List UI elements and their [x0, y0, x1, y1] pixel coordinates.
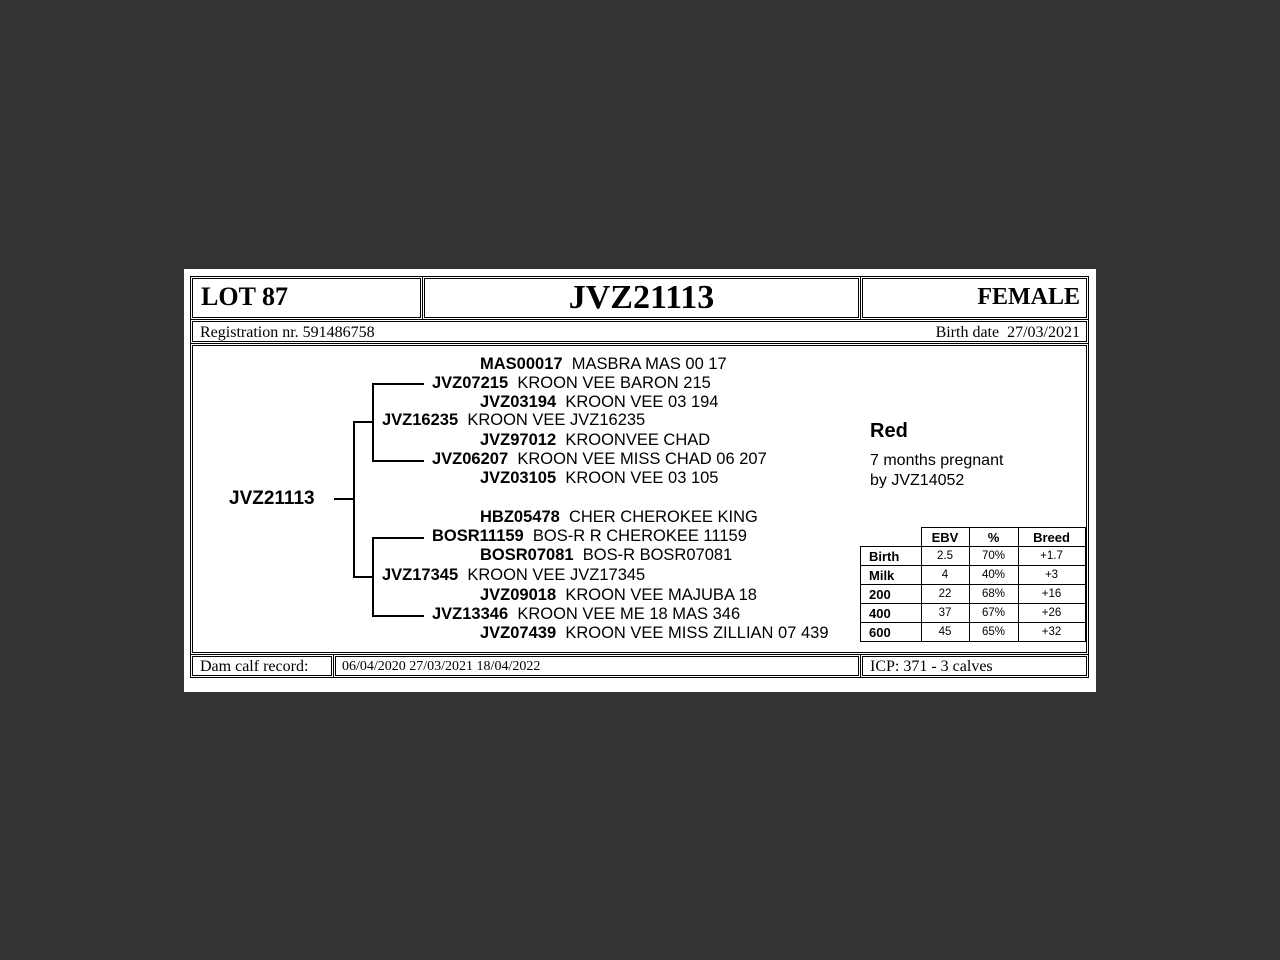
- ebv-breed: +3: [1018, 566, 1085, 585]
- ebv-col-ebv: EBV: [921, 528, 969, 547]
- reg-id-box: [422, 276, 861, 320]
- pedigree-connector: [353, 421, 355, 577]
- ebv-trait: Milk: [861, 566, 922, 585]
- lot-number: LOT 87: [201, 282, 288, 311]
- dam: JVZ17345 KROON VEE JVZ17345: [382, 566, 646, 584]
- dam-calf-dates-box: [333, 654, 861, 678]
- dam-sire: BOSR11159 BOS-R R CHEROKEE 11159: [432, 527, 747, 545]
- ebv-trait: 400: [861, 604, 922, 623]
- ebv-header-row: [861, 528, 1086, 547]
- pedigree-connector: [372, 537, 374, 616]
- ebv-value: 37: [921, 604, 969, 623]
- sire-dam-sire: JVZ97012 KROONVEE CHAD: [480, 431, 711, 449]
- pedigree-connector: [334, 498, 354, 500]
- sire-sire-sire: MAS00017 MASBRA MAS 00 17: [480, 355, 727, 373]
- icp-box: [860, 654, 1089, 678]
- sire-dam-dam: JVZ03105 KROON VEE 03 105: [480, 469, 719, 487]
- ebv-trait: 200: [861, 585, 922, 604]
- dam-calf-dates: 06/04/2020 27/03/2021 18/04/2022: [342, 659, 541, 674]
- registration-box: [190, 319, 1089, 344]
- pregnancy-sire-clip: [870, 471, 964, 488]
- pedigree-connector: [372, 615, 424, 617]
- ebv-corner: [861, 528, 922, 547]
- sex-box: [860, 276, 1089, 320]
- ebv-col-breed: Breed: [1018, 528, 1085, 547]
- ebv-accuracy: 68%: [969, 585, 1018, 604]
- pedigree-connector: [372, 383, 424, 385]
- sire: JVZ16235 KROON VEE JVZ16235: [382, 411, 646, 429]
- colour-label: Red: [870, 420, 908, 442]
- lot-card: [184, 269, 1096, 692]
- animal-id-title: JVZ21113: [568, 279, 715, 316]
- dam-dam-dam: JVZ07439 KROON VEE MISS ZILLIAN 07 439: [480, 624, 829, 642]
- pregnancy-sire: by JVZ14052: [870, 472, 965, 488]
- ebv-accuracy: 70%: [969, 547, 1018, 566]
- dam-sire-dam: BOSR07081 BOS-R BOSR07081: [480, 546, 733, 564]
- sex-label: FEMALE: [977, 284, 1080, 310]
- pedigree-connector: [353, 421, 373, 423]
- ebv-trait: Birth: [861, 547, 922, 566]
- dam-calf-label-box: [190, 654, 334, 678]
- ebv-value: 45: [921, 623, 969, 642]
- ebv-breed: +26: [1018, 604, 1085, 623]
- pedigree-connector: [353, 576, 373, 578]
- icp-value: ICP: 371 - 3 calves: [870, 658, 993, 675]
- ebv-row: [861, 585, 1086, 604]
- pregnancy-status: 7 months pregnant: [870, 452, 1004, 469]
- ebv-col-pct: %: [969, 528, 1018, 547]
- ebv-trait: 600: [861, 623, 922, 642]
- ebv-row: [861, 604, 1086, 623]
- dam-sire-sire: HBZ05478 CHER CHEROKEE KING: [480, 508, 758, 526]
- birth-date: Birth date 27/03/2021: [935, 324, 1080, 341]
- lot-box: [190, 276, 423, 320]
- ebv-table: [860, 527, 1086, 642]
- dam-dam-sire: JVZ09018 KROON VEE MAJUBA 18: [480, 586, 757, 604]
- ebv-value: 2.5: [921, 547, 969, 566]
- ebv-row: [861, 547, 1086, 566]
- ebv-row: [861, 623, 1086, 642]
- pedigree-animal: JVZ21113: [229, 488, 315, 509]
- ebv-breed: +1.7: [1018, 547, 1085, 566]
- ebv-accuracy: 67%: [969, 604, 1018, 623]
- ebv-breed: +32: [1018, 623, 1085, 642]
- pedigree-connector: [372, 537, 424, 539]
- sire-sire-dam: JVZ03194 KROON VEE 03 194: [480, 393, 719, 411]
- dam-calf-label: Dam calf record:: [200, 658, 309, 675]
- ebv-accuracy: 65%: [969, 623, 1018, 642]
- sire-dam: JVZ06207 KROON VEE MISS CHAD 06 207: [432, 450, 767, 468]
- ebv-value: 4: [921, 566, 969, 585]
- dam-dam: JVZ13346 KROON VEE ME 18 MAS 346: [432, 605, 741, 623]
- ebv-breed: +16: [1018, 585, 1085, 604]
- pedigree-connector: [372, 383, 374, 461]
- ebv-accuracy: 40%: [969, 566, 1018, 585]
- registration-number: Registration nr. 591486758: [200, 324, 375, 341]
- pedigree-connector: [372, 460, 424, 462]
- ebv-row: [861, 566, 1086, 585]
- ebv-value: 22: [921, 585, 969, 604]
- sire-sire: JVZ07215 KROON VEE BARON 215: [432, 374, 711, 392]
